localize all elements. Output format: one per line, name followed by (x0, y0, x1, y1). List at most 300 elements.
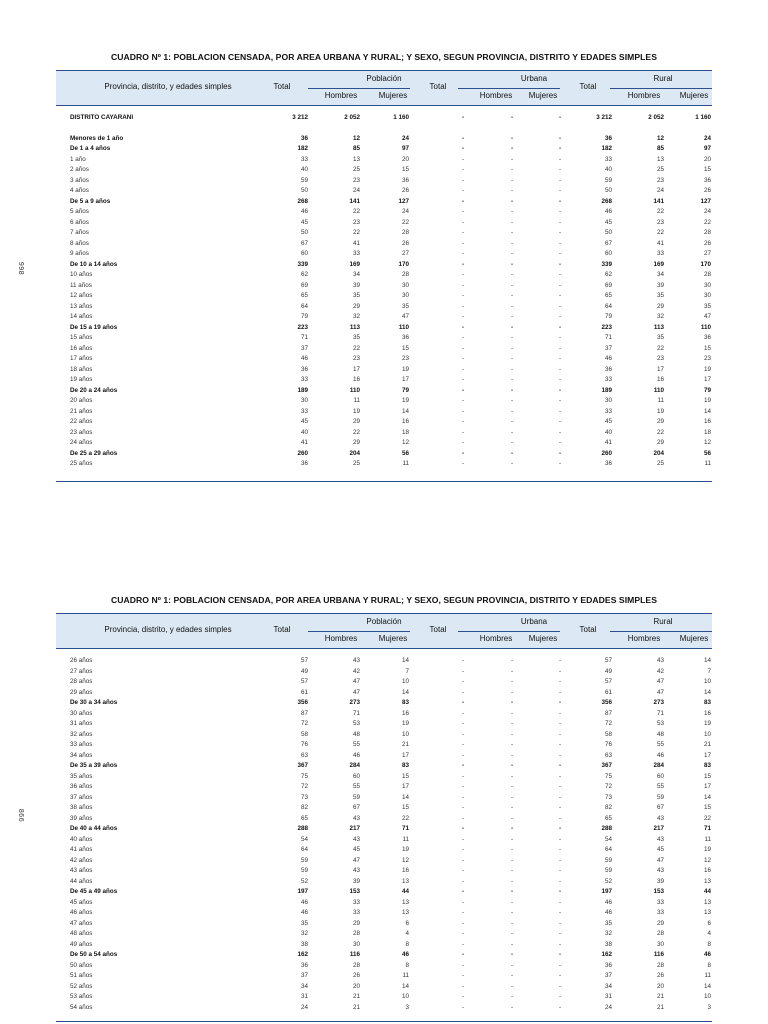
cell-total: 72 (300, 720, 308, 727)
cell-hombres: 28 (352, 961, 360, 969)
cell-mujeres: 15 (401, 772, 409, 780)
cell-hombres: 29 (352, 439, 360, 446)
cell-rural-hombres: 39 (656, 281, 664, 289)
cell-rural-hombres: 35 (656, 334, 664, 341)
table-row (0, 354, 768, 365)
cell-urbana-hombres: - (510, 302, 514, 310)
cell-urbana-total: - (461, 376, 465, 383)
cell-rural-mujeres: 36 (703, 176, 711, 184)
cell-rural-hombres: 55 (656, 741, 664, 748)
cell-total: 45 (300, 418, 308, 425)
cell-hombres: 29 (352, 919, 360, 927)
cell-urbana-hombres: - (510, 678, 514, 685)
cell-hombres: 19 (352, 407, 360, 415)
cell-urbana-total: - (461, 365, 465, 373)
cell-urbana-hombres: - (510, 145, 514, 152)
cell-urbana-hombres: - (510, 418, 514, 425)
cell-total: 82 (300, 804, 308, 811)
cell-urbana-total: - (461, 961, 465, 969)
table-row (0, 667, 768, 678)
cell-rural-mujeres: 18 (703, 428, 711, 436)
table-row (0, 407, 768, 418)
cell-urbana-hombres: - (510, 783, 514, 790)
table-row (0, 228, 768, 239)
cell-mujeres: 13 (401, 877, 409, 885)
cell-mujeres: 19 (401, 397, 409, 404)
row-label: 2 años (70, 166, 89, 173)
cell-rural-hombres: 19 (656, 407, 664, 415)
cell-urbana-total: - (461, 972, 465, 979)
cell-rural-mujeres: 10 (703, 730, 711, 738)
cell-total: 64 (300, 302, 308, 310)
cell-urbana-mujeres: - (558, 134, 562, 142)
cell-urbana-mujeres: - (558, 239, 562, 247)
cell-total: 65 (300, 292, 308, 299)
row-label: 14 años (70, 313, 93, 320)
header-total-poblacion: Total (273, 82, 291, 91)
row-label: 1 año (70, 155, 86, 163)
cell-urbana-mujeres: - (558, 292, 562, 299)
cell-mujeres: 22 (401, 814, 409, 822)
cell-rural-total: 33 (604, 376, 612, 383)
cell-urbana-mujeres: - (558, 187, 562, 194)
cell-rural-mujeres: 83 (703, 762, 711, 769)
row-label: De 30 a 34 años (70, 699, 118, 706)
cell-urbana-total: - (461, 877, 465, 885)
cell-urbana-total: - (461, 208, 465, 215)
table-row (0, 719, 768, 730)
cell-mujeres: 14 (401, 982, 409, 990)
cell-rural-hombres: 20 (656, 982, 664, 990)
cell-hombres: 29 (352, 418, 360, 425)
row-label: De 20 a 24 años (70, 386, 118, 394)
cell-urbana-total: - (461, 460, 465, 467)
cell-rural-total: 59 (604, 176, 612, 184)
cell-urbana-total: - (461, 229, 465, 236)
cell-total: 59 (300, 856, 308, 864)
table-row (0, 919, 768, 930)
cell-urbana-mujeres: - (558, 197, 562, 205)
cell-urbana-mujeres: - (558, 176, 562, 184)
row-label: 52 años (70, 982, 93, 990)
cell-mujeres: 30 (401, 292, 409, 299)
cell-total: 52 (300, 877, 308, 885)
cell-rural-hombres: 116 (653, 951, 664, 958)
cell-urbana-total: - (461, 804, 465, 811)
cell-urbana-mujeres: - (558, 961, 562, 969)
cell-mujeres: 35 (401, 302, 409, 310)
cell-urbana-mujeres: - (558, 260, 562, 268)
header-poblacion: Población (366, 74, 402, 83)
cell-rural-mujeres: 30 (703, 281, 711, 289)
cell-rural-hombres: 43 (656, 814, 664, 822)
cell-total: 32 (300, 930, 308, 937)
table-row (0, 992, 768, 1003)
table-row (0, 144, 768, 155)
cell-rural-hombres: 41 (656, 239, 664, 247)
cell-mujeres: 4 (405, 930, 409, 937)
table-row (0, 1003, 768, 1014)
cell-urbana-hombres: - (510, 460, 514, 467)
cell-hombres: 43 (352, 657, 360, 664)
cell-mujeres: 19 (401, 365, 409, 373)
cell-total: 367 (297, 762, 308, 769)
cell-urbana-mujeres: - (558, 376, 562, 383)
table-row (0, 982, 768, 993)
cell-urbana-total: - (461, 292, 465, 299)
cell-rural-hombres: 284 (653, 762, 664, 769)
table-row (0, 845, 768, 856)
cell-urbana-mujeres: - (558, 449, 562, 457)
row-label: 3 años (70, 176, 89, 184)
cell-mujeres: 14 (401, 657, 409, 664)
cell-rural-hombres: 110 (653, 386, 664, 394)
cell-hombres: 22 (352, 208, 360, 215)
cell-urbana-total: - (461, 250, 465, 257)
cell-rural-hombres: 26 (656, 972, 664, 979)
cell-hombres: 33 (352, 898, 360, 906)
row-label: 36 años (70, 783, 93, 790)
cell-urbana-mujeres: - (558, 218, 562, 226)
cell-urbana-total: - (461, 919, 465, 927)
cell-mujeres: 47 (401, 313, 409, 320)
header-label-col: Provincia, distrito, y edades simples (104, 625, 232, 634)
cell-rural-total: 36 (604, 365, 612, 373)
cell-rural-total: 87 (604, 709, 612, 717)
row-label: 42 años (70, 856, 93, 864)
cell-urbana-total: - (461, 323, 465, 331)
cell-rural-hombres: 23 (656, 176, 664, 184)
cell-total: 46 (300, 898, 308, 906)
cell-hombres: 55 (352, 741, 360, 748)
table-row (0, 835, 768, 846)
cell-mujeres: 16 (401, 867, 409, 874)
cell-mujeres: 18 (401, 428, 409, 436)
cell-mujeres: 15 (401, 344, 409, 352)
cell-urbana-mujeres: - (558, 397, 562, 404)
table-row (0, 312, 768, 323)
cell-urbana-hombres: - (510, 334, 514, 341)
cell-rural-total: 24 (604, 1003, 612, 1011)
cell-rural-total: 57 (604, 678, 612, 685)
cell-rural-mujeres: 110 (700, 323, 711, 331)
cell-rural-total: 223 (601, 323, 612, 331)
cell-urbana-hombres: - (510, 993, 514, 1000)
cell-urbana-mujeres: - (558, 155, 562, 163)
cell-urbana-total: - (461, 667, 465, 675)
cell-rural-mujeres: 14 (703, 982, 711, 990)
cell-rural-total: 52 (604, 877, 612, 885)
cell-urbana-mujeres: - (558, 418, 562, 425)
cell-mujeres: 7 (405, 667, 409, 675)
row-label: 26 años (70, 657, 93, 664)
cell-rural-total: 34 (604, 982, 612, 990)
cell-urbana-total: - (461, 793, 465, 801)
header-rule-rural (610, 88, 712, 89)
cell-rural-total: 65 (604, 292, 612, 299)
cell-urbana-total: - (461, 741, 465, 748)
cell-mujeres: 24 (401, 134, 409, 142)
cell-urbana-hombres: - (510, 793, 514, 801)
cell-mujeres: 36 (401, 176, 409, 184)
table-row (0, 877, 768, 888)
cell-total: 50 (300, 229, 308, 236)
cell-total: 58 (300, 730, 308, 738)
cell-rural-mujeres: 14 (703, 793, 711, 801)
row-label: De 5 a 9 años (70, 197, 111, 205)
header-hombres: Hombres (627, 91, 661, 100)
cell-rural-mujeres: 17 (703, 751, 711, 759)
cell-rural-hombres: 204 (653, 449, 664, 457)
table-row (0, 134, 768, 145)
cell-urbana-total: - (461, 835, 465, 843)
cell-urbana-hombres: - (510, 709, 514, 717)
cell-hombres: 12 (352, 134, 360, 142)
cell-total: 36 (300, 961, 308, 969)
table-row (0, 803, 768, 814)
cell-urbana-mujeres: - (558, 783, 562, 790)
cell-urbana-total: - (461, 176, 465, 184)
cell-urbana-hombres: - (510, 313, 514, 320)
cell-urbana-mujeres: - (558, 730, 562, 738)
cell-urbana-total: - (461, 888, 465, 895)
cell-total: 71 (300, 334, 308, 341)
table-row (0, 688, 768, 699)
cell-hombres: 23 (352, 176, 360, 184)
cell-rural-mujeres: 28 (703, 271, 711, 278)
cell-urbana-mujeres: - (558, 229, 562, 236)
cell-rural-mujeres: 7 (707, 667, 711, 675)
cell-rural-hombres: 43 (656, 867, 664, 874)
cell-urbana-hombres: - (510, 772, 514, 780)
cell-urbana-hombres: - (510, 856, 514, 864)
cell-rural-total: 30 (604, 397, 612, 404)
cell-total: 59 (300, 867, 308, 874)
row-label: De 50 a 54 años (70, 951, 118, 958)
cell-rural-total: 65 (604, 814, 612, 822)
cell-hombres: 47 (352, 678, 360, 685)
cell-hombres: 28 (352, 930, 360, 937)
cell-hombres: 110 (349, 386, 360, 394)
cell-urbana-hombres: - (510, 720, 514, 727)
row-label: 21 años (70, 407, 93, 415)
cell-urbana-hombres: - (510, 386, 514, 394)
cell-rural-hombres: 29 (656, 439, 664, 446)
row-label: 19 años (70, 376, 93, 383)
cell-hombres: 217 (349, 825, 360, 832)
row-label: De 40 a 44 años (70, 825, 118, 832)
cell-urbana-mujeres: - (558, 982, 562, 990)
table-row (0, 677, 768, 688)
table-row (0, 438, 768, 449)
cell-hombres: 46 (352, 751, 360, 759)
cell-rural-hombres: 35 (656, 292, 664, 299)
cell-hombres: 35 (352, 292, 360, 299)
cell-urbana-mujeres: - (558, 762, 562, 769)
row-label: 4 años (70, 187, 89, 194)
cell-hombres: 39 (352, 877, 360, 885)
cell-total: 223 (297, 323, 308, 331)
cell-rural-total: 32 (604, 930, 612, 937)
table-row (0, 249, 768, 260)
cell-total: 57 (300, 657, 308, 664)
table-row (0, 961, 768, 972)
cell-urbana-mujeres: - (558, 993, 562, 1000)
table-bottom-rule (56, 481, 712, 482)
cell-hombres: 60 (352, 772, 360, 780)
cell-rural-mujeres: 36 (703, 334, 711, 341)
row-label: 44 años (70, 877, 93, 885)
cell-urbana-hombres: - (510, 439, 514, 446)
cell-urbana-hombres: - (510, 114, 514, 121)
row-label: 37 años (70, 793, 93, 801)
cell-rural-total: 59 (604, 867, 612, 874)
cell-hombres: 43 (352, 867, 360, 874)
row-label: 24 años (70, 439, 93, 446)
cell-urbana-hombres: - (510, 271, 514, 278)
cell-rural-total: 73 (604, 793, 612, 801)
table-header (56, 70, 712, 106)
table-row (0, 281, 768, 292)
cell-rural-hombres: 67 (656, 804, 664, 811)
cell-hombres: 24 (352, 187, 360, 194)
cell-urbana-hombres: - (510, 218, 514, 226)
row-label: 6 años (70, 218, 89, 226)
cell-urbana-mujeres: - (558, 166, 562, 173)
row-label: 8 años (70, 239, 89, 247)
cell-urbana-total: - (461, 993, 465, 1000)
cell-rural-total: 76 (604, 741, 612, 748)
cell-mujeres: 8 (405, 940, 409, 948)
cell-urbana-hombres: - (510, 239, 514, 247)
cell-hombres: 85 (352, 145, 360, 152)
cell-urbana-mujeres: - (558, 919, 562, 927)
cell-urbana-total: - (461, 155, 465, 163)
cell-rural-total: 46 (604, 898, 612, 906)
cell-urbana-hombres: - (510, 176, 514, 184)
cell-total: 69 (300, 281, 308, 289)
cell-total: 36 (300, 365, 308, 373)
cell-urbana-hombres: - (510, 898, 514, 906)
cell-total: 36 (300, 134, 308, 142)
cell-urbana-hombres: - (510, 825, 514, 832)
row-label: 32 años (70, 730, 93, 738)
cell-rural-hombres: 141 (653, 197, 664, 205)
cell-mujeres: 26 (401, 239, 409, 247)
table-row (0, 698, 768, 709)
cell-urbana-hombres: - (510, 397, 514, 404)
cell-rural-total: 37 (604, 344, 612, 352)
cell-hombres: 16 (352, 376, 360, 383)
cell-urbana-hombres: - (510, 909, 514, 916)
cell-urbana-total: - (461, 762, 465, 769)
cell-urbana-mujeres: - (558, 940, 562, 948)
cell-urbana-mujeres: - (558, 145, 562, 152)
cell-urbana-total: - (461, 386, 465, 394)
cell-hombres: 284 (349, 762, 360, 769)
row-label: 7 años (70, 229, 89, 236)
header-urbana: Urbana (520, 74, 548, 83)
row-label: 40 años (70, 835, 93, 843)
table-row (0, 740, 768, 751)
cell-rural-total: 40 (604, 166, 612, 173)
table-row (0, 449, 768, 460)
table-row (0, 386, 768, 397)
cell-urbana-hombres: - (510, 867, 514, 874)
cell-urbana-total: - (461, 334, 465, 341)
table-row (0, 751, 768, 762)
cell-rural-mujeres: 14 (703, 688, 711, 696)
table-row (0, 291, 768, 302)
cell-urbana-total: - (461, 825, 465, 832)
cell-hombres: 169 (349, 260, 360, 268)
cell-rural-mujeres: 4 (707, 930, 711, 937)
cell-urbana-total: - (461, 846, 465, 853)
cell-urbana-total: - (461, 856, 465, 864)
cell-urbana-total: - (461, 867, 465, 874)
cell-urbana-hombres: - (510, 667, 514, 675)
row-label: 23 años (70, 428, 93, 436)
cell-total: 30 (300, 397, 308, 404)
cell-urbana-mujeres: - (558, 951, 562, 958)
cell-rural-mujeres: 46 (703, 951, 711, 958)
cell-urbana-mujeres: - (558, 114, 562, 121)
cell-mujeres: 10 (401, 993, 409, 1000)
cell-rural-total: 82 (604, 804, 612, 811)
table-row (0, 656, 768, 667)
header-hombres: Hombres (324, 634, 358, 643)
cell-urbana-mujeres: - (558, 657, 562, 664)
cell-urbana-hombres: - (510, 951, 514, 958)
cell-total: 33 (300, 155, 308, 163)
cell-urbana-mujeres: - (558, 365, 562, 373)
row-label: 11 años (70, 281, 92, 289)
cell-hombres: 23 (352, 218, 360, 226)
cell-mujeres: 110 (398, 323, 409, 331)
header-urbana: Urbana (520, 617, 548, 626)
cell-hombres: 34 (352, 271, 360, 278)
header-total-urbana: Total (429, 82, 447, 91)
cell-mujeres: 21 (401, 741, 409, 748)
cell-mujeres: 1 160 (393, 114, 409, 121)
cell-mujeres: 83 (401, 699, 409, 706)
cell-hombres: 55 (352, 783, 360, 790)
cell-rural-total: 37 (604, 972, 612, 979)
cell-total: 63 (300, 751, 308, 759)
cell-rural-total: 62 (604, 271, 612, 278)
row-label: 22 años (70, 418, 93, 425)
cell-rural-mujeres: 17 (703, 376, 711, 383)
table-row (0, 218, 768, 229)
cell-rural-hombres: 17 (656, 365, 664, 373)
row-label: 53 años (70, 993, 93, 1000)
table-row (0, 239, 768, 250)
cell-urbana-mujeres: - (558, 846, 562, 853)
row-label: De 1 a 4 años (70, 145, 111, 152)
cell-mujeres: 13 (401, 909, 409, 916)
cell-total: 62 (300, 271, 308, 278)
cell-urbana-hombres: - (510, 134, 514, 142)
cell-rural-total: 31 (604, 993, 612, 1000)
cell-rural-hombres: 12 (656, 134, 664, 142)
cell-rural-mujeres: 19 (703, 846, 711, 853)
header-hombres: Hombres (479, 91, 513, 100)
cell-urbana-mujeres: - (558, 835, 562, 843)
cell-rural-hombres: 47 (656, 688, 664, 696)
cell-urbana-mujeres: - (558, 407, 562, 415)
row-label: 45 años (70, 898, 93, 906)
cell-urbana-hombres: - (510, 197, 514, 205)
